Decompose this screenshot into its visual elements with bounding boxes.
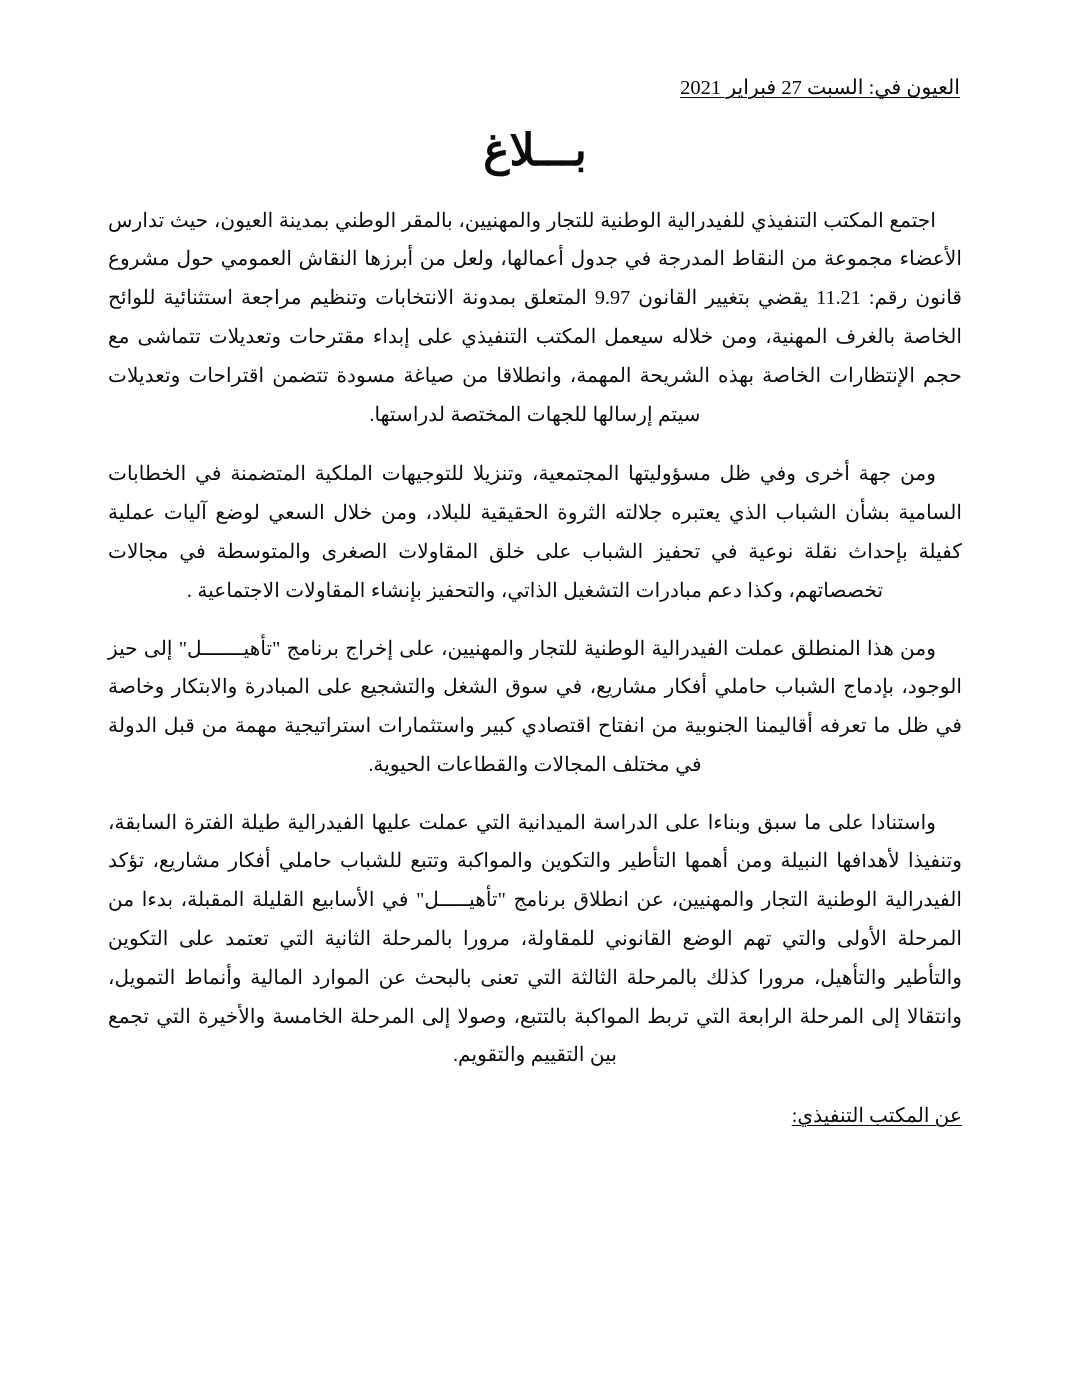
paragraph-1: اجتمع المكتب التنفيذي للفيدرالية الوطنية للتجار والمهنيين، بالمقر الوطني بمدينة العيون، حيث تدارس الأعضاء مجموعة من النقاط المدرجة في جدول أعمالها، ولعل من أبرزها النقاش العمومي حول مشروع قانون رقم: 11.21 يقضي بتغيير القانون 9.97 المتعلق بمدونة الانتخابات وتنظيم مراجعة استثنائية للوائح الخاصة بالغرف المهنية، ومن خلاله سيعمل المكتب التنفيذي على إبداء مقترحات وتعديلات تتماشى مع حجم الإنتظارات الخاصة بهذه الشريحة المهمة، وانطلاقا من صياغة مسودة تتضمن اقتراحات وتعديلات سيتم إرسالها للجهات المختصة لدراستها. [108, 209, 962, 426]
paragraph-2: ومن جهة أخرى وفي ظل مسؤوليتها المجتمعية، وتنزيلا للتوجيهات الملكية المتضمنة في الخطابات السامية بشأن الشباب الذي يعتبره جلالته الثروة الحقيقية للبلاد، ومن خلال السعي لوضع آليات عملية كفيلة بإحداث نقلة نوعية في تحفيز الشباب على خلق المقاولات الصغرى والمتوسطة في مجالات تخصصاتهم، وكذا دعم مبادرات التشغيل الذاتي، والتحفيز بإنشاء المقاولات الاجتماعية . [108, 463, 962, 602]
paragraph-4: واستنادا على ما سبق وبناءا على الدراسة الميدانية التي عملت عليها الفيدرالية طيلة الفترة السابقة، وتنفيذا لأهدافها النبيلة ومن أهمها التأطير والتكوين والمواكبة وتتبع للشباب حاملي أفكار مشاريع، تؤكد الفيدرالية الوطنية التجار والمهنيين، عن انطلاق برنامج "تأهيـــــل" في الأسابيع القليلة المقبلة، بدءا من المرحلة الأولى والتي تهم الوضع القانوني للمقاولة، مرورا بالمرحلة الثانية التي تعتمد على التكوين والتأطير والتأهيل، مرورا كذلك بالمرحلة الثالثة التي تعنى بالبحث عن الموارد المالية وأنماط التمويل، وانتقالا إلى المرحلة الرابعة التي تربط المواكبة بالتتبع، وصولا إلى المرحلة الخامسة والأخيرة التي تجمع بين التقييم والتقويم. [108, 811, 962, 1067]
page-title: بـــلاغ [483, 125, 587, 175]
signoff-text: عن المكتب التنفيذي: [791, 1105, 962, 1128]
signoff [108, 1099, 962, 1133]
dateline-text: العيون في: السبت 27 فبراير 2021 [680, 77, 960, 99]
paragraph-3: ومن هذا المنطلق عملت الفيدرالية الوطنية للتجار والمهنيين، على إخراج برنامج "تأهيـــــــل" إلى حيز الوجود، بإدماج الشباب حاملي أفكار مشاريع، في سوق الشغل والتشجيع على المبادرة والابتكار وخاصة في ظل ما تعرفه أقاليمنا الجنوبية من انفتاح اقتصادي كبير واستثمارات استراتيجية مهمة من قبل الدولة في مختلف المجالات والقطاعات الحيوية. [108, 637, 962, 776]
dateline [108, 74, 962, 103]
